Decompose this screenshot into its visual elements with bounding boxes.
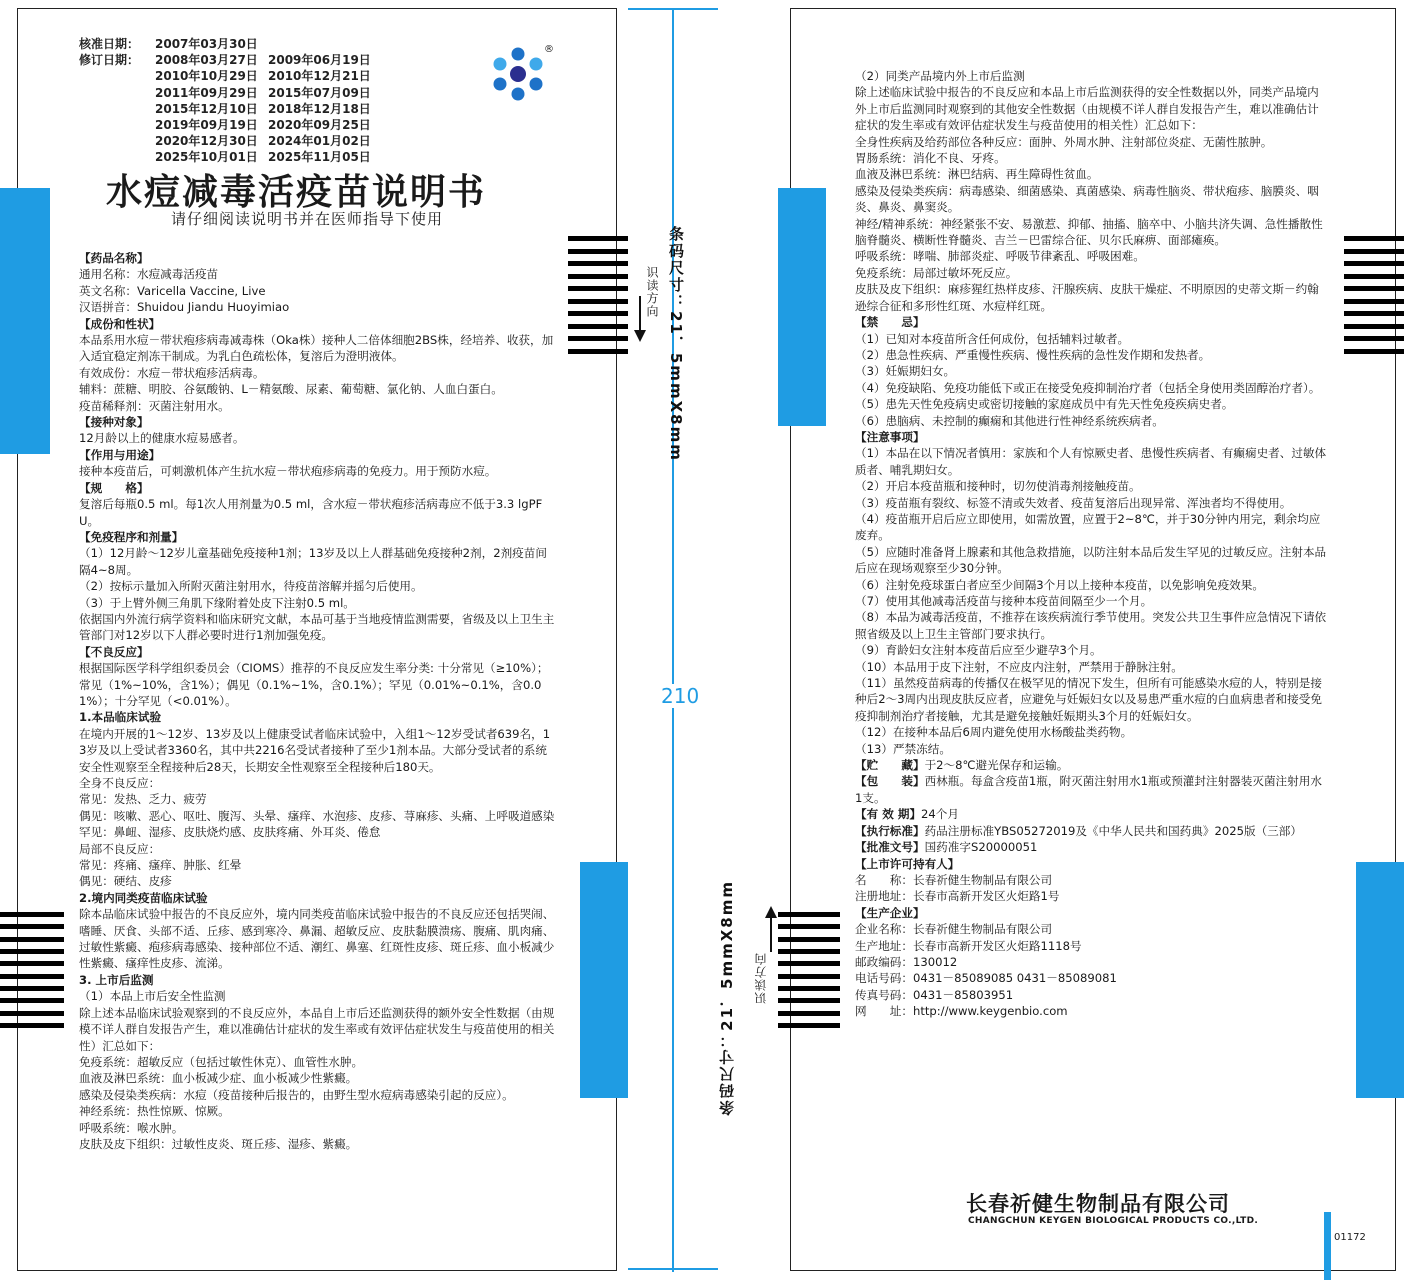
arrow-up-icon [764, 906, 778, 952]
text-line: 本品系用水痘－带状疱疹病毒减毒株（Oka株）接种人二倍体细胞2BS株，经培养、收获，加入适宜稳定剂冻干制成。为乳白色疏松体，复溶后为澄明液体。 [79, 333, 554, 364]
section-heading: 3. 上市后监测 [79, 972, 154, 987]
revision-date: 2024年01月02日 [268, 134, 371, 149]
dimension-label: 210 [661, 684, 700, 708]
date-block [79, 36, 371, 166]
text-line: （2）开启本疫苗瓶和接种时，切勿使消毒剂接触疫苗。 [855, 479, 1141, 494]
text-line: 神经/精神系统：神经紧张不安、易激惹、抑郁、抽搐、脑卒中、小脑共济失调、急性播散性脑脊髓炎、横断性脊髓炎、吉兰－巴雷综合征、贝尔氏麻痹、面部瘫痪。 [855, 216, 1323, 248]
read-direction-label-bottom: 识读方向 [754, 952, 768, 1004]
text-line: （13）严禁冻结。 [855, 741, 951, 756]
text-line: （1）已知对本疫苗所含任何成份，包括辅料过敏者。 [855, 331, 1130, 346]
revision-date: 2010年10月29日 [155, 69, 258, 84]
text-line: 生产地址：长春市高新开发区火炬路1118号 [855, 938, 1082, 953]
text-line: （3）妊娠期妇女。 [855, 364, 956, 379]
section-heading: 【上市许可持有人】 [855, 856, 960, 871]
text-line: 胃肠系统：消化不良、牙疼。 [855, 151, 1006, 166]
text-line: 感染及侵染类疾病：水痘（疫苗接种后报告的，由野生型水痘病毒感染引起的反应）。 [79, 1087, 514, 1102]
text-line: （5）应随时准备肾上腺素和其他急救措施，以防注射本品后发生罕见的过敏反应。注射本品后应在现场观察至少30分钟。 [855, 544, 1327, 576]
blue-bar-left-bottom [580, 862, 628, 1098]
text-line: 常见：发热、乏力、疲劳 [79, 792, 207, 807]
inline-heading: 【贮 藏】 [855, 758, 925, 773]
text-line: （10）本品用于皮下注射，不应皮内注射，严禁用于静脉注射。 [855, 659, 1183, 674]
section-heading: 【生产企业】 [855, 905, 925, 920]
section-heading: 【成份和性状】 [79, 316, 161, 331]
text-line: （2）按标示量加入所附灭菌注射用水，待疫苗溶解并摇匀后使用。 [79, 579, 423, 594]
text-line: 网 址：http://www.keygenbio.com [855, 1004, 1068, 1019]
dimension-tick-top [628, 8, 718, 10]
text-line: 企业名称：长春祈健生物制品有限公司 [855, 922, 1053, 937]
text-line: 辅料：蔗糖、明胶、谷氨酸钠、L－精氨酸、尿素、葡萄糖、氯化钠、人血白蛋白。 [79, 382, 503, 397]
revision-date: 2015年12月10日 [155, 101, 258, 116]
revision-date: 2008年03月27日 [155, 53, 258, 68]
inline-heading: 【执行标准】 [855, 823, 925, 838]
text-line: 皮肤及皮下组织：过敏性皮炎、斑丘疹、湿疹、紫癜。 [79, 1136, 358, 1151]
text-line: （9）育龄妇女注射本疫苗后应至少避孕3个月。 [855, 643, 1102, 658]
text-line: 通用名称：水痘减毒活疫苗 [79, 267, 219, 282]
inline-heading: 【包 装】 [855, 774, 925, 789]
company-name-cn: 长春祈健生物制品有限公司 [966, 1192, 1230, 1216]
text-line: 疫苗稀释剂：灭菌注射用水。 [79, 398, 230, 413]
text-line [855, 773, 1329, 806]
text-line: 免疫系统：局部过敏坏死反应。 [855, 265, 1018, 280]
text-line: （3）于上臂外侧三角肌下缘附着处皮下注射0.5 ml。 [79, 595, 355, 610]
text-line: 汉语拼音：Shuidou Jiandu Huoyimiao [79, 300, 290, 315]
document-subtitle: 请仔细阅读说明书并在医师指导下使用 [171, 210, 444, 228]
blue-bar-left-top [0, 188, 50, 454]
text-line [855, 823, 1329, 839]
text-line: 复溶后每瓶0.5 ml。每1次人用剂量为0.5 ml，含水痘－带状疱疹活病毒应不低于3.3 lgPFU。 [79, 497, 543, 528]
text-line [855, 839, 1329, 855]
text-line: （5）患先天性免疫病史或密切接触的家庭成员中有先天性免疫疾病史者。 [855, 397, 1234, 412]
company-logo-icon [490, 46, 546, 102]
read-direction-label-top: 识读方向 [645, 266, 659, 318]
text-line: 注册地址：长春市高新开发区火炬路1号 [855, 889, 1060, 904]
text-line: （3）疫苗瓶有裂纹、标签不清或失效者、疫苗复溶后出现异常、浑浊者均不得使用。 [855, 495, 1292, 510]
document-title: 水痘减毒活疫苗说明书 [106, 172, 487, 213]
text-line: 神经系统：热性惊厥、惊厥。 [79, 1104, 230, 1119]
blue-bar-right-bottom [1356, 862, 1404, 1098]
dimension-line [672, 8, 674, 1272]
blue-bar-right-top [778, 188, 826, 426]
revision-date: 2020年12月30日 [155, 134, 258, 149]
text-line [855, 806, 1329, 822]
inline-heading: 【有 效 期】 [855, 807, 922, 822]
barcode-size-label-top: 条码尺寸：21．5mmX8mm [667, 226, 685, 462]
revision-date: 2025年11月05日 [268, 150, 371, 165]
revision-date: 2018年12月18日 [268, 101, 371, 116]
text-line: 呼吸系统：喉水肿。 [79, 1120, 184, 1135]
inline-text: 药品注册标准YBS05272019及《中华人民共和国药典》2025版（三部） [924, 823, 1302, 838]
text-line: （1）本品在以下情况者慎用：家族和个人有惊厥史者、患慢性疾病者、有癫痫史者、过敏体质者、哺乳期妇女。 [855, 446, 1327, 477]
text-line: 全身性疾病及给药部位各种反应：面肿、外周水肿、注射部位炎症、无菌性脓肿。 [855, 134, 1273, 149]
arrow-down-icon [633, 296, 647, 342]
text-line: （8）本品为减毒活疫苗，不推荐在该疾病流行季节使用。突发公共卫生事件应急情况下请依照省级及以上卫生主管部门要求执行。 [855, 610, 1327, 641]
text-line: （1）12月龄～12岁儿童基础免疫接种1剂；13岁及以上人群基础免疫接种2剂，2剂疫苗间隔4~8周。 [79, 546, 547, 577]
text-line: 依据国内外流行病学资料和临床研究文献，本品可基于当地疫情监测需要，省级及以上卫生主管部门对12岁以下人群必要时进行1剂加强免疫。 [79, 611, 555, 643]
text-line: 血液及淋巴系统：血小板减少症、血小板减少性紫癜。 [79, 1071, 358, 1086]
inline-text: 西林瓶。每盒含疫苗1瓶，附灭菌注射用水1瓶或预灌封注射器装灭菌注射用水1支。 [855, 774, 1322, 805]
dimension-tick-bottom [628, 1268, 718, 1270]
section-heading: 【接种对象】 [79, 415, 149, 430]
text-line: 罕见：鼻衄、湿疹、皮肤烧灼感、皮肤疼痛、外耳炎、倦怠 [79, 825, 381, 840]
text-line: （4）免疫缺陷、免疫功能低下或正在接受免疫抑制治疗者（包括全身使用类固醇治疗者）。 [855, 380, 1321, 395]
registered-mark: ® [544, 44, 554, 55]
text-line: （4）疫苗瓶开启后应立即使用，如需放置，应置于2~8℃，并于30分钟内用完，剩余均应废弃。 [855, 511, 1321, 543]
text-line: 接种本疫苗后，可刺激机体产生抗水痘－带状疱疹病毒的免疫力。用于预防水痘。 [79, 464, 497, 479]
barcode-mark-mid-bottom [778, 912, 840, 1028]
text-line [855, 757, 1329, 773]
section-heading: 【不良反应】 [79, 644, 149, 659]
right-column-text [855, 68, 1329, 1020]
revision-date: 2015年07月09日 [268, 85, 371, 100]
text-line: （6）患脑病、未控制的癫痫和其他进行性神经系统疾病者。 [855, 413, 1164, 428]
text-line: （2）同类产品境内外上市后监测 [855, 69, 1025, 83]
section-heading: 1.本品临床试验 [79, 710, 162, 725]
text-line: 英文名称：Varicella Vaccine, Live [79, 283, 266, 298]
text-line: 除上述临床试验中报告的不良反应和本品上市后监测获得的安全性数据以外，同类产品境内外上市后监测同时观察到的其他安全性数据（由规模不详人群自发报告产生，难以准确估计症状的发生率或有效评估症状发生与疫苗使用的相关性）汇总如下： [855, 85, 1319, 133]
print-code: 01172 [1334, 1232, 1366, 1243]
text-line: 传真号码：0431－85803951 [855, 987, 1014, 1002]
text-line: 常见：疼痛、瘙痒、肿胀、红晕 [79, 858, 242, 873]
text-line: 感染及侵染类疾病：病毒感染、细菌感染、真菌感染、病毒性脑炎、带状疱疹、脑膜炎、咽炎、鼻炎、鼻窦炎。 [855, 183, 1319, 215]
blue-bar-corner [1324, 1212, 1331, 1280]
company-name-en: CHANGCHUN KEYGEN BIOLOGICAL PRODUCTS CO.,LTD. [968, 1216, 1259, 1226]
revision-date: 2010年12月21日 [268, 69, 371, 84]
text-line: 呼吸系统：哮喘、肺部炎症、呼吸节律紊乱、呼吸困难。 [855, 249, 1145, 264]
section-heading: 【免疫程序和剂量】 [79, 529, 184, 544]
text-line: （11）虽然疫苗病毒的传播仅在极罕见的情况下发生，但所有可能感染水痘的人，特别是接种后2～3周内出现皮肤反应者，应避免与妊娠妇女以及易患严重水痘的白血病患者和接受免疫抑制剂治疗者接触，尤其是避免接触妊娠期头3个月的妊娠妇女。 [855, 676, 1322, 723]
text-line: 12月龄以上的健康水痘易感者。 [79, 431, 245, 446]
text-line: （1）本品上市后安全性监测 [79, 989, 226, 1004]
text-line: 局部不良反应： [79, 841, 161, 856]
text-line: （12）在接种本品后6周内避免使用水杨酸盐类药物。 [855, 725, 1133, 740]
revision-date: 2019年09月19日 [155, 118, 258, 133]
revision-date-label: 修订日期： [79, 53, 140, 68]
text-line: 在境内开展的1～12岁、13岁及以上健康受试者临床试验中，入组1～12岁受试者639名，13岁及以上受试者3360名，其中共2216名受试者接种了至少1剂本品。大部分受试者的系统安全性观察至全程接种后28天，长期安全性观察至全程接种后180天。 [79, 726, 551, 774]
text-line: 偶见：咳嗽、恶心、呕吐、腹泻、头晕、瘙痒、水泡疹、皮疹、荨麻疹、头痛、上呼吸道感染 [79, 808, 555, 823]
section-heading: 【禁 忌】 [855, 315, 925, 330]
inline-heading: 【批准文号】 [855, 840, 925, 855]
inline-text: 国药准字S20000051 [924, 840, 1038, 855]
section-heading: 【注意事项】 [855, 429, 925, 444]
text-line: 偶见：硬结、皮疹 [79, 874, 172, 889]
text-line: 血液及淋巴系统：淋巴结病、再生障碍性贫血。 [855, 167, 1099, 182]
barcode-mark-right-top [1344, 236, 1404, 354]
revision-date: 2011年09月29日 [155, 85, 258, 100]
inline-text: 于2～8℃避光保存和运输。 [924, 758, 1069, 773]
text-line: 电话号码：0431－85089085 0431－85089081 [855, 971, 1117, 986]
text-line: 除本品临床试验中报告的不良反应外，境内同类疫苗临床试验中报告的不良反应还包括哭闹、嗜睡、厌食、头部不适、丘疹、感到寒冷、鼻漏、超敏反应、皮肤黏膜溃疡、腹痛、肌肉痛、过敏性紫癜、疱疹病毒感染、接种部位不适、潮红、鼻塞、红斑性皮疹、斑丘疹、血小板减少性紫癜、瘙痒性皮疹、流涕。 [79, 907, 555, 971]
revision-date: 2020年09月25日 [268, 118, 371, 133]
text-line: （6）注射免疫球蛋白者应至少间隔3个月以上接种本疫苗，以免影响免疫效果。 [855, 577, 1264, 592]
left-column-text [79, 250, 555, 1152]
approval-date: 2007年03月30日 [155, 37, 258, 51]
text-line: （7）使用其他减毒活疫苗与接种本疫苗间隔至少一个月。 [855, 594, 1153, 608]
section-heading: 【药品名称】 [79, 251, 149, 265]
text-line: 全身不良反应： [79, 776, 161, 790]
text-line: （2）患急性疾病、严重慢性疾病、慢性疾病的急性发作期和发热者。 [855, 347, 1211, 362]
text-line: 邮政编码：130012 [855, 954, 958, 969]
barcode-size-label-bottom: 条码尺寸：21．5mmX8mm [718, 880, 736, 1116]
text-line: 根据国际医学科学组织委员会（CIOMS）推荐的不良反应发生率分类: 十分常见（≥10%）；常见（1%~10%，含1%）；偶见（0.1%~1%，含0.1%）；罕见（0.01%~0.1%，含0.01%）；十分罕见（<0.01%）。 [79, 661, 549, 708]
text-line: 免疫系统：超敏反应（包括过敏性休克）、血管性水肿。 [79, 1054, 364, 1069]
barcode-mark-mid-top [568, 236, 628, 354]
revision-date: 2009年06月19日 [268, 53, 371, 68]
section-heading: 2.境内同类疫苗临床试验 [79, 890, 208, 905]
section-heading: 【规 格】 [79, 480, 149, 495]
barcode-mark-left-bottom [0, 912, 64, 1028]
section-heading: 【作用与用途】 [79, 447, 161, 462]
text-line: 名 称：长春祈健生物制品有限公司 [855, 872, 1053, 887]
text-line: 除上述本品临床试验观察到的不良反应外，本品自上市后还监测获得的额外安全性数据（由规模不详人群自发报告产生，难以准确估计症状的发生率或有效评估症状发生与疫苗使用的相关性）汇总如下： [79, 1005, 555, 1053]
text-line: 皮肤及皮下组织：麻疹猩红热样皮疹、汗腺疾病、皮肤干燥症、不明原因的史蒂文斯－约翰逊综合征和多形性红斑、水痘样红斑。 [855, 282, 1319, 313]
approval-date-label: 核准日期： [79, 37, 140, 51]
text-line: 有效成份：水痘－带状疱疹活病毒。 [79, 365, 265, 380]
revision-date: 2025年10月01日 [155, 150, 258, 165]
inline-text: 24个月 [921, 807, 959, 822]
